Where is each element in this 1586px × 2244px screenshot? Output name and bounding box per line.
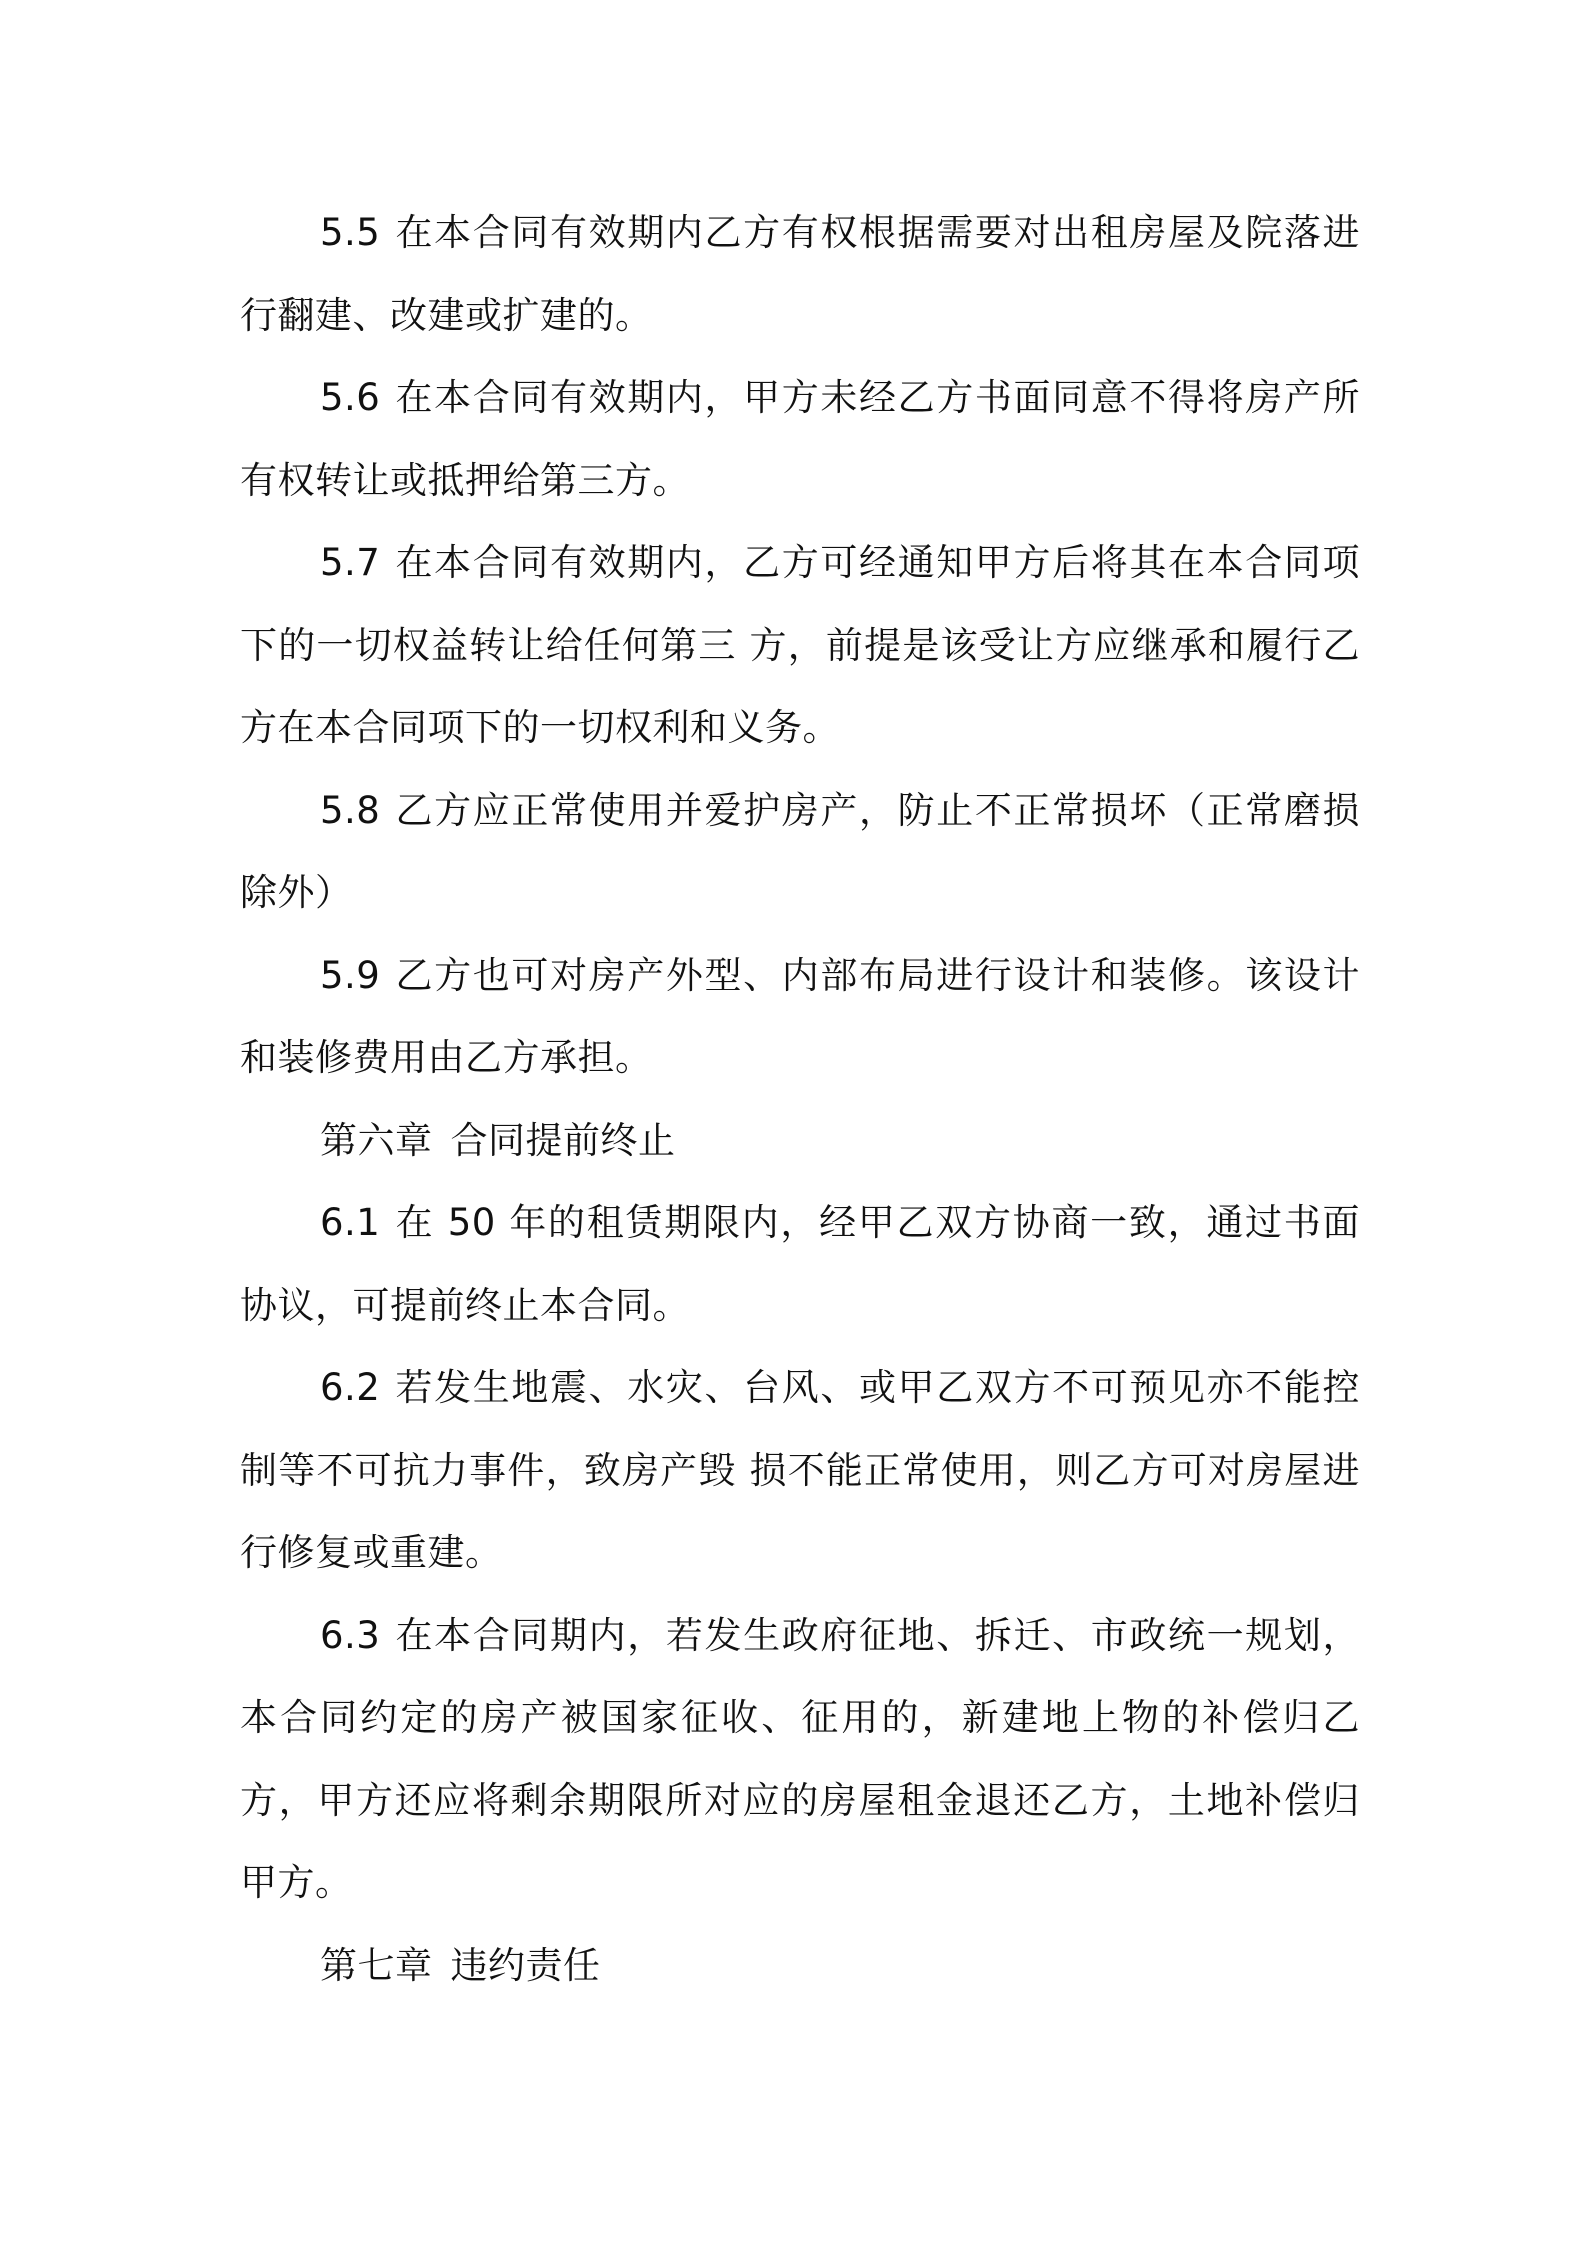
clause-number: 5.6: [320, 376, 381, 419]
document-body: [240, 192, 1360, 2007]
clause-number: 6.3: [320, 1613, 381, 1657]
clause-5-8: [240, 770, 1360, 935]
chapter-title: 违约责任: [450, 1943, 601, 1987]
clause-text: 在本合同有效期内，甲方未经乙方书面同意不得将房产所有权转让或抵押给第三方。: [240, 376, 1360, 502]
clause-number: 5.8: [320, 788, 381, 832]
clause-text: 乙方应正常使用并爱护房产，防止不正常损坏（正常磨损除外）: [240, 788, 1360, 914]
clause-6-2: [240, 1347, 1360, 1595]
clause-text: 若发生地震、水灾、台风、或甲乙双方不可预见亦不能控制等不可抗力事件，致房产毁 损不能正常使用，则乙方可对房屋进行修复或重建。: [240, 1366, 1360, 1574]
clause-text: 在本合同有效期内，乙方可经通知甲方后将其在本合同项下的一切权益转让给任何第三 方，前提是该受让方应继承和履行乙方在本合同项下的一切权利和义务。: [240, 541, 1360, 749]
chapter-6-heading: [240, 1100, 1360, 1183]
clause-6-1: [240, 1182, 1360, 1347]
clause-5-7: [240, 522, 1360, 770]
chapter-7-heading: [240, 1925, 1360, 2008]
clause-number: 6.2: [320, 1366, 381, 1409]
clause-number: 5.7: [320, 541, 381, 584]
clause-text: 在 50 年的租赁期限内，经甲乙双方协商一致，通过书面协议，可提前终止本合同。: [240, 1201, 1360, 1327]
chapter-label: 第七章: [320, 1943, 433, 1987]
clause-number: 5.9: [320, 953, 381, 997]
clause-5-9: [240, 935, 1360, 1100]
clause-text: 乙方也可对房产外型、内部布局进行设计和装修。该设计和装修费用由乙方承担。: [240, 953, 1360, 1079]
clause-5-5: [240, 192, 1360, 357]
chapter-label: 第六章: [320, 1118, 433, 1162]
clause-number: 5.5: [320, 211, 381, 254]
clause-text: 在本合同有效期内乙方有权根据需要对出租房屋及院落进行翻建、改建或扩建的。: [240, 211, 1360, 337]
clause-5-6: [240, 357, 1360, 522]
clause-number: 6.1: [320, 1201, 381, 1244]
chapter-title: 合同提前终止: [450, 1118, 676, 1162]
clause-text: 在本合同期内，若发生政府征地、拆迁、市政统一规划，本合同约定的房产被国家征收、征用的，新建地上物的补偿归乙方，甲方还应将剩余期限所对应的房屋租金退还乙方，土地补偿归甲方。: [240, 1613, 1360, 1904]
clause-6-3: [240, 1595, 1360, 1925]
